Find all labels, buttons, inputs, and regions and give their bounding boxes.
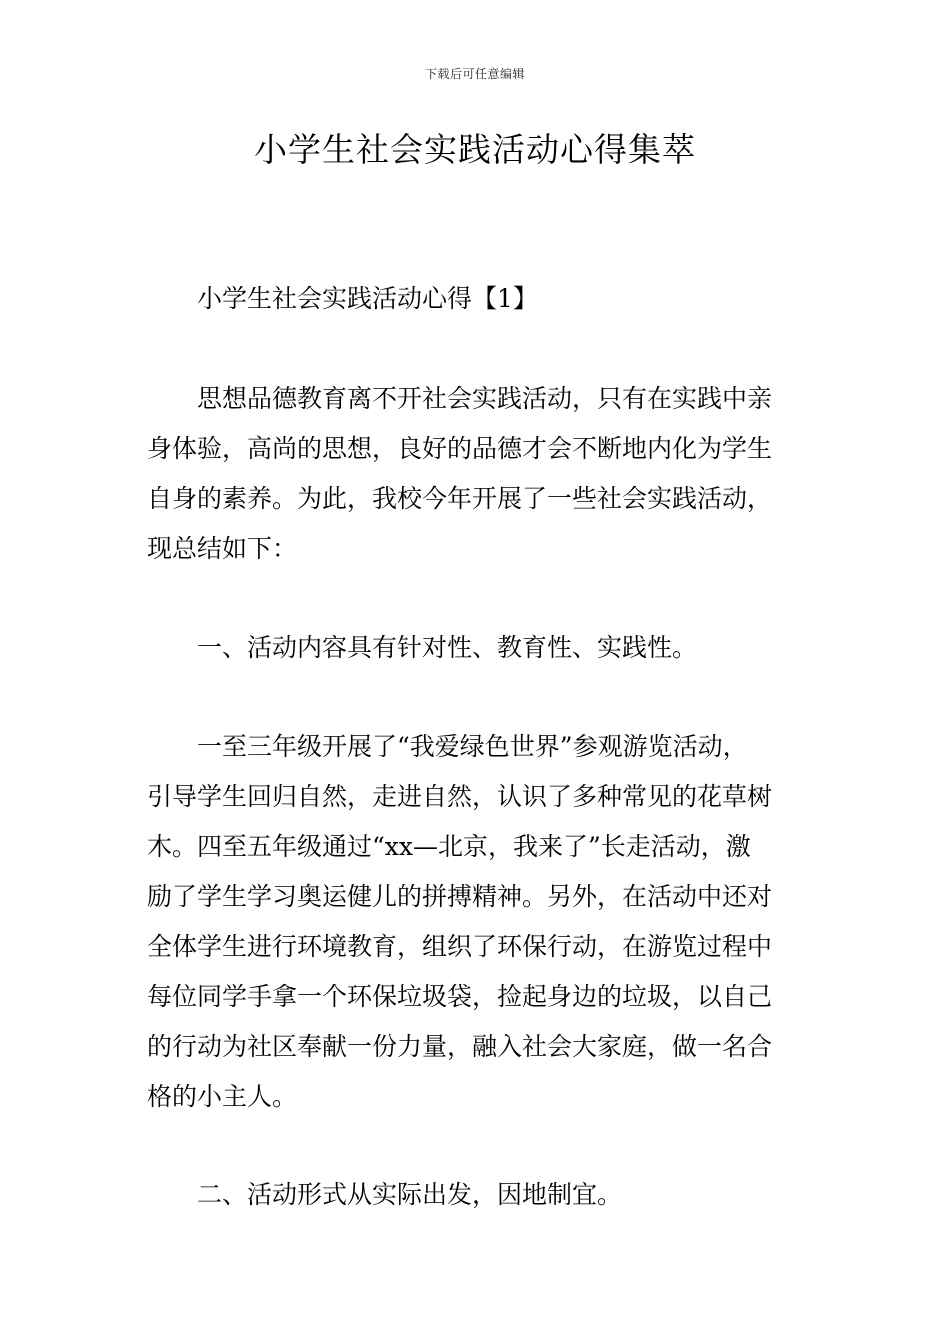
- paragraph-2: [147, 722, 812, 1122]
- paragraph-line: 引导学生回归自然，走进自然，认识了多种常见的花草树: [147, 782, 773, 811]
- paragraph-1: [147, 374, 812, 574]
- paragraph-line: 现总结如下：: [147, 534, 298, 563]
- paragraph-line: 一至三年级开展了“我爱绿色世界”参观游览活动，: [197, 732, 748, 761]
- section-heading: 小学生社会实践活动心得【1】: [197, 284, 538, 313]
- document-title: 小学生社会实践活动心得集萃: [254, 130, 696, 169]
- paragraph-line: 每位同学手拿一个环保垃圾袋，捡起身边的垃圾，以自己: [147, 982, 773, 1011]
- paragraph-line: 格的小主人。: [147, 1082, 298, 1111]
- paragraph-line: 的行动为社区奉献一份力量，融入社会大家庭，做一名合: [147, 1032, 773, 1061]
- paragraph-line: 励了学生学习奥运健儿的拼搏精神。另外，在活动中还对: [147, 882, 773, 911]
- point-heading-2: 二、活动形式从实际出发，因地制宜。: [197, 1180, 623, 1209]
- paragraph-line: 全体学生进行环境教育，组织了环保行动，在游览过程中: [147, 932, 773, 961]
- point-heading-1: 一、活动内容具有针对性、教育性、实践性。: [197, 633, 698, 662]
- paragraph-line: 木。四至五年级通过“xx—北京，我来了”长走活动，激: [147, 832, 751, 861]
- header-note: 下载后可任意编辑: [424, 67, 525, 81]
- paragraph-line: 思想品德教育离不开社会实践活动，只有在实践中亲: [197, 384, 773, 413]
- paragraph-line: 自身的素养。为此，我校今年开展了一些社会实践活动，: [147, 484, 773, 513]
- paragraph-line: 身体验，高尚的思想，良好的品德才会不断地内化为学生: [147, 434, 773, 463]
